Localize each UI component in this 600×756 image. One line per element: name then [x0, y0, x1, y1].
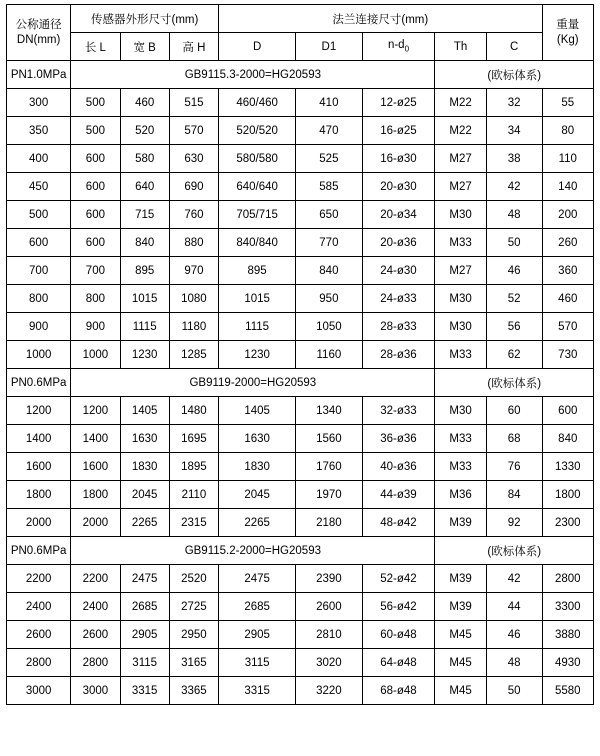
cell: M36: [435, 481, 486, 509]
cell: 3365: [169, 677, 218, 705]
group-standard: GB9115.2-2000=HG20593: [71, 537, 435, 565]
header-weight: [542, 5, 593, 61]
cell: 60-ø48: [362, 621, 435, 649]
group-pressure-rating: PN0.6MPa: [7, 369, 71, 397]
group-standard: GB9119-2000=HG20593: [71, 369, 435, 397]
cell: 3880: [542, 621, 593, 649]
cell: 2475: [219, 565, 296, 593]
table-row: [7, 425, 594, 453]
header-nd-subscript: 0: [404, 44, 410, 54]
cell: 900: [7, 313, 71, 341]
header-flange-dimensions: 法兰连接尺寸(mm): [219, 5, 542, 33]
cell: 1400: [7, 425, 71, 453]
cell: 24-ø30: [362, 257, 435, 285]
cell: 20-ø36: [362, 229, 435, 257]
group-pressure-rating: PN1.0MPa: [7, 61, 71, 89]
cell: 1160: [296, 341, 362, 369]
cell: M33: [435, 229, 486, 257]
cell: 20-ø34: [362, 201, 435, 229]
cell: 1830: [219, 453, 296, 481]
cell: 12-ø25: [362, 89, 435, 117]
table-row: [7, 453, 594, 481]
cell: 640: [120, 173, 169, 201]
cell: 840: [120, 229, 169, 257]
specification-table: [6, 4, 594, 705]
cell: M45: [435, 677, 486, 705]
cell: M30: [435, 285, 486, 313]
header-dn-sublabel: DN(mm): [16, 33, 61, 46]
cell: 1050: [296, 313, 362, 341]
cell: 360: [542, 257, 593, 285]
cell: 28-ø36: [362, 341, 435, 369]
cell: 600: [7, 229, 71, 257]
cell: 200: [542, 201, 593, 229]
cell: 2600: [296, 593, 362, 621]
cell: 880: [169, 229, 218, 257]
table-row: [7, 285, 594, 313]
cell: 50: [486, 229, 542, 257]
cell: M45: [435, 649, 486, 677]
cell: 80: [542, 117, 593, 145]
cell: 1895: [169, 453, 218, 481]
cell: 840: [296, 257, 362, 285]
cell: M27: [435, 257, 486, 285]
cell: 460/460: [219, 89, 296, 117]
header-th: Th: [435, 33, 486, 61]
cell: 3115: [120, 649, 169, 677]
cell: 84: [486, 481, 542, 509]
group-header-row: [7, 61, 594, 89]
group-header-row: [7, 537, 594, 565]
cell: 600: [71, 145, 120, 173]
cell: 2600: [71, 621, 120, 649]
table-row: [7, 509, 594, 537]
cell: 64-ø48: [362, 649, 435, 677]
cell: 52: [486, 285, 542, 313]
cell: 895: [219, 257, 296, 285]
cell: 20-ø30: [362, 173, 435, 201]
table-row: [7, 397, 594, 425]
cell: 16-ø30: [362, 145, 435, 173]
cell: 2475: [120, 565, 169, 593]
cell: 900: [71, 313, 120, 341]
group-standard: GB9115.3-2000=HG20593: [71, 61, 435, 89]
table-row: [7, 677, 594, 705]
cell: 46: [486, 621, 542, 649]
cell: 2045: [120, 481, 169, 509]
table-row: [7, 621, 594, 649]
cell: 600: [71, 201, 120, 229]
table-header-bottom: [7, 33, 594, 61]
header-c: C: [486, 33, 542, 61]
cell: 525: [296, 145, 362, 173]
cell: 410: [296, 89, 362, 117]
cell: 32: [486, 89, 542, 117]
header-weight-sublabel: (Kg): [556, 33, 579, 46]
cell: 2800: [542, 565, 593, 593]
cell: M30: [435, 201, 486, 229]
cell: M30: [435, 397, 486, 425]
cell: 2950: [169, 621, 218, 649]
cell: 76: [486, 453, 542, 481]
cell: 3165: [169, 649, 218, 677]
cell: 44: [486, 593, 542, 621]
cell: 68-ø48: [362, 677, 435, 705]
cell: 2905: [120, 621, 169, 649]
header-nd-text: n-d: [387, 39, 405, 52]
cell: 4930: [542, 649, 593, 677]
header-weight-label: 重量: [556, 19, 580, 32]
cell: 32-ø33: [362, 397, 435, 425]
cell: 580: [120, 145, 169, 173]
cell: 760: [169, 201, 218, 229]
cell: 2000: [7, 509, 71, 537]
cell: 970: [169, 257, 218, 285]
cell: 1180: [169, 313, 218, 341]
table-row: [7, 341, 594, 369]
cell: 2180: [296, 509, 362, 537]
cell: 3300: [542, 593, 593, 621]
cell: 690: [169, 173, 218, 201]
cell: 3220: [296, 677, 362, 705]
cell: 2400: [7, 593, 71, 621]
cell: 38: [486, 145, 542, 173]
cell: M39: [435, 593, 486, 621]
header-length-l: 长 L: [71, 33, 120, 61]
cell: 1115: [219, 313, 296, 341]
cell: 570: [542, 313, 593, 341]
group-series: (欧标体系): [435, 61, 594, 89]
cell: 1200: [71, 397, 120, 425]
cell: 600: [542, 397, 593, 425]
cell: 48: [486, 201, 542, 229]
cell: 520/520: [219, 117, 296, 145]
cell: 400: [7, 145, 71, 173]
cell: 650: [296, 201, 362, 229]
cell: 2905: [219, 621, 296, 649]
cell: 48-ø42: [362, 509, 435, 537]
cell: 2200: [7, 565, 71, 593]
table-row: [7, 229, 594, 257]
cell: 715: [120, 201, 169, 229]
cell: 1015: [120, 285, 169, 313]
cell: M22: [435, 117, 486, 145]
table-row: [7, 173, 594, 201]
header-n-d0: [362, 33, 435, 61]
cell: 1340: [296, 397, 362, 425]
cell: M45: [435, 621, 486, 649]
cell: 3115: [219, 649, 296, 677]
cell: 2110: [169, 481, 218, 509]
cell: M33: [435, 425, 486, 453]
cell: 840/840: [219, 229, 296, 257]
cell: 1400: [71, 425, 120, 453]
cell: 700: [7, 257, 71, 285]
cell: 895: [120, 257, 169, 285]
table-row: [7, 313, 594, 341]
cell: 585: [296, 173, 362, 201]
cell: 3000: [7, 677, 71, 705]
cell: 2800: [71, 649, 120, 677]
cell: 2685: [219, 593, 296, 621]
cell: 2685: [120, 593, 169, 621]
cell: 570: [169, 117, 218, 145]
cell: 42: [486, 565, 542, 593]
cell: M27: [435, 145, 486, 173]
cell: M30: [435, 313, 486, 341]
cell: 1800: [71, 481, 120, 509]
header-d1: D1: [296, 33, 362, 61]
cell: 5580: [542, 677, 593, 705]
cell: 640/640: [219, 173, 296, 201]
cell: 55: [542, 89, 593, 117]
cell: 1405: [120, 397, 169, 425]
cell: 3315: [219, 677, 296, 705]
cell: 460: [542, 285, 593, 313]
cell: 52-ø42: [362, 565, 435, 593]
table-header-top: [7, 5, 594, 33]
cell: 580/580: [219, 145, 296, 173]
cell: 40-ø36: [362, 453, 435, 481]
cell: 2520: [169, 565, 218, 593]
group-series: (欧标体系): [435, 537, 594, 565]
cell: 68: [486, 425, 542, 453]
cell: 500: [71, 117, 120, 145]
cell: 1630: [219, 425, 296, 453]
cell: 62: [486, 341, 542, 369]
cell: 34: [486, 117, 542, 145]
header-dn-label: 公称通径: [15, 19, 62, 32]
cell: 140: [542, 173, 593, 201]
table-row: [7, 649, 594, 677]
cell: 730: [542, 341, 593, 369]
cell: 1800: [7, 481, 71, 509]
cell: 705/715: [219, 201, 296, 229]
cell: 1480: [169, 397, 218, 425]
header-sensor-dimensions: 传感器外形尺寸(mm): [71, 5, 219, 33]
cell: 2045: [219, 481, 296, 509]
cell: 48: [486, 649, 542, 677]
cell: 1000: [7, 341, 71, 369]
cell: 2265: [219, 509, 296, 537]
cell: 2400: [71, 593, 120, 621]
table-row: [7, 593, 594, 621]
cell: 500: [71, 89, 120, 117]
cell: 2315: [169, 509, 218, 537]
cell: 1830: [120, 453, 169, 481]
cell: 1230: [120, 341, 169, 369]
cell: 1970: [296, 481, 362, 509]
cell: 770: [296, 229, 362, 257]
cell: 2000: [71, 509, 120, 537]
cell: 2265: [120, 509, 169, 537]
cell: 1630: [120, 425, 169, 453]
cell: 2300: [542, 509, 593, 537]
cell: 1760: [296, 453, 362, 481]
group-pressure-rating: PN0.6MPa: [7, 537, 71, 565]
table-row: [7, 117, 594, 145]
cell: 3000: [71, 677, 120, 705]
cell: 1560: [296, 425, 362, 453]
cell: 600: [71, 229, 120, 257]
cell: 2725: [169, 593, 218, 621]
cell: 600: [71, 173, 120, 201]
cell: 46: [486, 257, 542, 285]
cell: 50: [486, 677, 542, 705]
cell: 44-ø39: [362, 481, 435, 509]
cell: 1800: [542, 481, 593, 509]
cell: 500: [7, 201, 71, 229]
cell: 2810: [296, 621, 362, 649]
table-row: [7, 481, 594, 509]
cell: 92: [486, 509, 542, 537]
cell: 3315: [120, 677, 169, 705]
cell: M39: [435, 565, 486, 593]
header-dn: [7, 5, 71, 61]
cell: 2600: [7, 621, 71, 649]
cell: 630: [169, 145, 218, 173]
cell: 56-ø42: [362, 593, 435, 621]
table-row: [7, 89, 594, 117]
group-series: (欧标体系): [435, 369, 594, 397]
table-row: [7, 565, 594, 593]
cell: 1200: [7, 397, 71, 425]
cell: 520: [120, 117, 169, 145]
cell: 840: [542, 425, 593, 453]
cell: 450: [7, 173, 71, 201]
header-height-h: 高 H: [169, 33, 218, 61]
cell: 460: [120, 89, 169, 117]
cell: 1285: [169, 341, 218, 369]
cell: 1695: [169, 425, 218, 453]
cell: 800: [7, 285, 71, 313]
cell: 110: [542, 145, 593, 173]
cell: 260: [542, 229, 593, 257]
cell: 700: [71, 257, 120, 285]
table-row: [7, 145, 594, 173]
cell: 28-ø33: [362, 313, 435, 341]
cell: M39: [435, 509, 486, 537]
cell: 24-ø33: [362, 285, 435, 313]
group-header-row: [7, 369, 594, 397]
header-d: D: [219, 33, 296, 61]
cell: M33: [435, 453, 486, 481]
cell: 2200: [71, 565, 120, 593]
cell: 1115: [120, 313, 169, 341]
header-width-b: 宽 B: [120, 33, 169, 61]
cell: 350: [7, 117, 71, 145]
cell: 16-ø25: [362, 117, 435, 145]
cell: 36-ø36: [362, 425, 435, 453]
cell: 1000: [71, 341, 120, 369]
cell: 800: [71, 285, 120, 313]
cell: 2390: [296, 565, 362, 593]
cell: 300: [7, 89, 71, 117]
cell: 515: [169, 89, 218, 117]
cell: M33: [435, 341, 486, 369]
cell: 470: [296, 117, 362, 145]
cell: 42: [486, 173, 542, 201]
cell: 1600: [71, 453, 120, 481]
cell: 60: [486, 397, 542, 425]
cell: 1405: [219, 397, 296, 425]
cell: 56: [486, 313, 542, 341]
cell: 1600: [7, 453, 71, 481]
cell: 3020: [296, 649, 362, 677]
table-row: [7, 201, 594, 229]
cell: 950: [296, 285, 362, 313]
cell: 1230: [219, 341, 296, 369]
cell: 1080: [169, 285, 218, 313]
table-row: [7, 257, 594, 285]
cell: 1015: [219, 285, 296, 313]
cell: M22: [435, 89, 486, 117]
cell: 1330: [542, 453, 593, 481]
cell: M27: [435, 173, 486, 201]
cell: 2800: [7, 649, 71, 677]
